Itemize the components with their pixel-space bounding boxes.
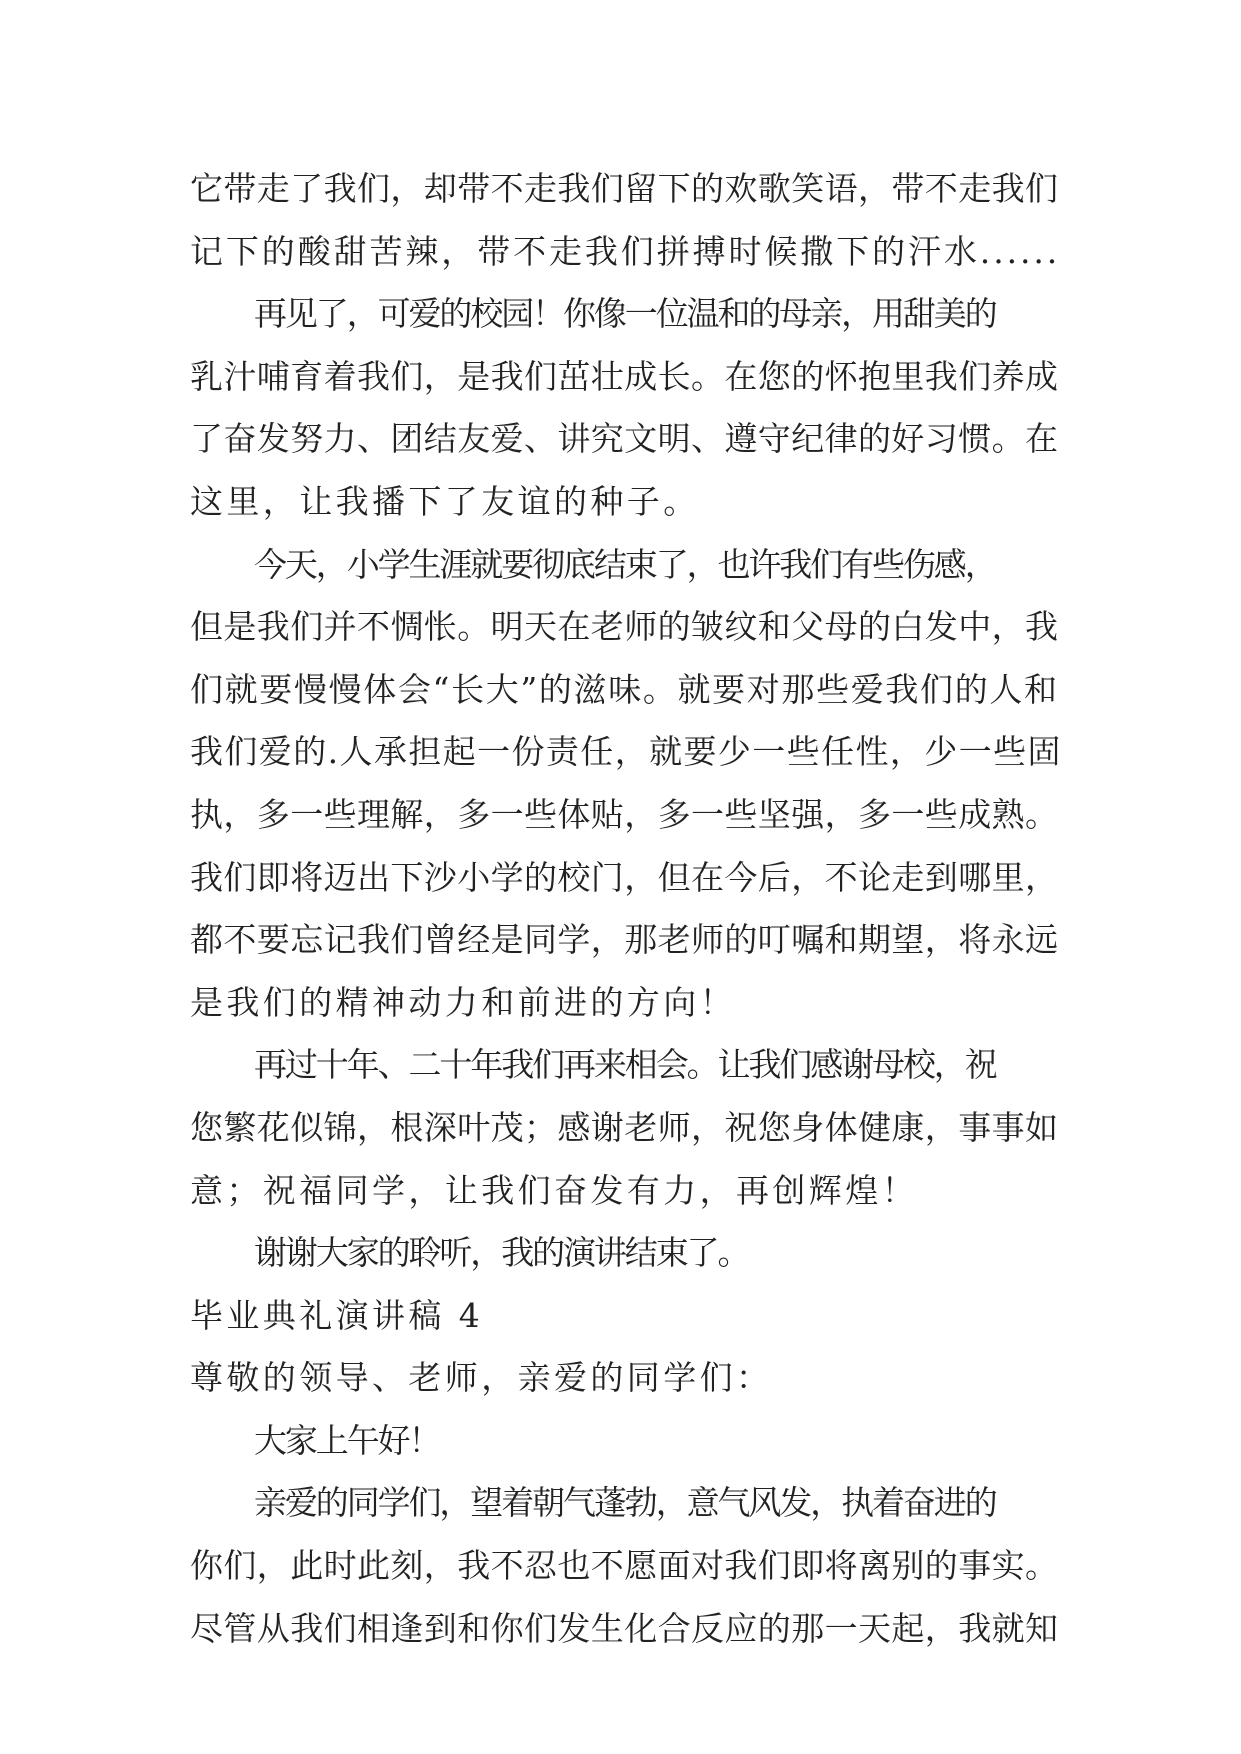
text-line: 乳汁哺育着我们，是我们茁壮成长。在您的怀抱里我们养成 bbox=[190, 356, 1059, 396]
text-line: 执，多一些理解，多一些体贴，多一些坚强，多一些成熟。 bbox=[190, 794, 1059, 834]
text-line: 尽管从我们相逢到和你们发生化合反应的那一天起，我就知 bbox=[190, 1608, 1059, 1648]
text-line: 意；祝福同学，让我们奋发有力，再创辉煌！ bbox=[190, 1170, 918, 1210]
text-line: 我们即将迈出下沙小学的校门，但在今后，不论走到哪里， bbox=[190, 857, 1059, 897]
text-line: 们就要慢慢体会“长大”的滋味。就要对那些爱我们的人和 bbox=[190, 669, 1059, 709]
text-line: 了奋发努力、团结友爱、讲究文明、遵守纪律的好习惯。在 bbox=[190, 419, 1059, 459]
text-line: 再见了，可爱的校园！你像一位温和的母亲，用甜美的 bbox=[254, 294, 996, 334]
text-line: 但是我们并不惆怅。明天在老师的皱纹和父母的白发中，我 bbox=[190, 607, 1059, 647]
text-line: 它带走了我们，却带不走我们留下的欢歌笑语，带不走我们 bbox=[190, 169, 1059, 208]
text-line: 您繁花似锦，根深叶茂；感谢老师，祝您身体健康，事事如 bbox=[190, 1107, 1059, 1147]
text-line: 记下的酸甜苦辣，带不走我们拼搏时候撒下的汗水...... bbox=[190, 231, 1061, 271]
text-line: 大家上午好！ bbox=[254, 1420, 440, 1460]
text-line: 我们爱的.人承担起一份责任，就要少一些任性，少一些固 bbox=[190, 732, 1062, 772]
document-body bbox=[190, 158, 1062, 1660]
text-line: 尊敬的领导、老师，亲爱的同学们： bbox=[190, 1358, 773, 1398]
text-line: 谢谢大家的聆听，我的演讲结束了。 bbox=[254, 1233, 749, 1273]
text-line: 再过十年、二十年我们再来相会。让我们感谢母校，祝 bbox=[254, 1045, 996, 1085]
text-line: 都不要忘记我们曾经是同学，那老师的叮嘱和期望，将永远 bbox=[190, 920, 1059, 960]
text-line: 亲爱的同学们，望着朝气蓬勃，意气风发，执着奋进的 bbox=[254, 1483, 996, 1523]
text-line: 是我们的精神动力和前进的方向！ bbox=[190, 982, 736, 1022]
text-line: 这里，让我播下了友谊的种子。 bbox=[190, 481, 700, 521]
text-line: 毕业典礼演讲稿 4 bbox=[190, 1295, 484, 1335]
text-line: 今天，小学生涯就要彻底结束了，也许我们有些伤感， bbox=[254, 544, 996, 584]
text-line: 你们，此时此刻，我不忍也不愿面对我们即将离别的事实。 bbox=[190, 1546, 1059, 1586]
